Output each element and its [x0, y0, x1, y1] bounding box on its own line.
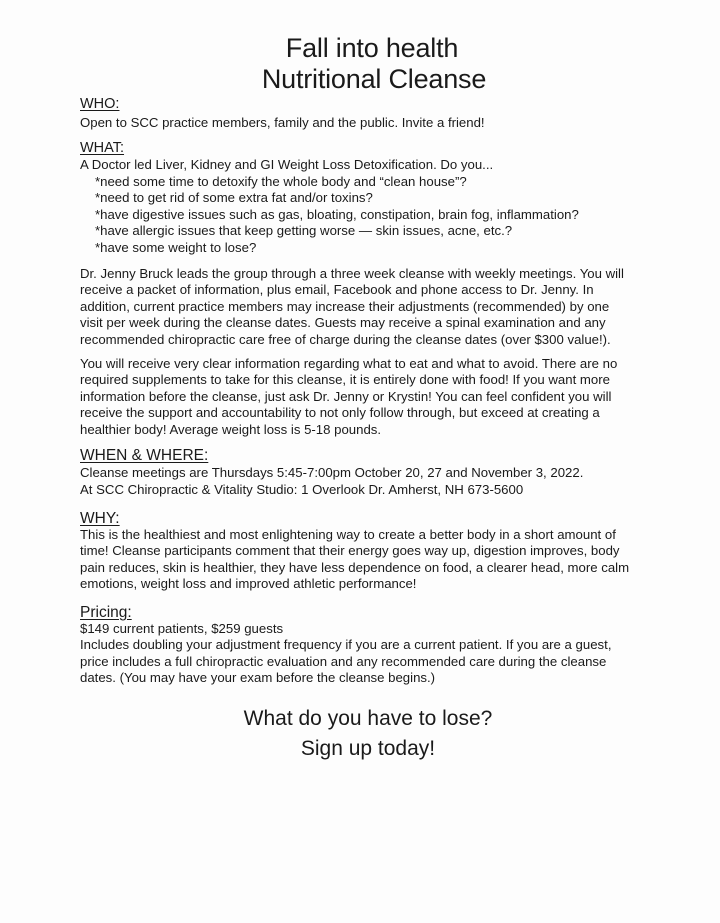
paragraph-line: receive the support and accountability to not only follow through, but exceed at creating a [80, 405, 600, 421]
flyer-title-line1: Fall into health [285, 33, 459, 63]
what-section [80, 140, 579, 257]
why-section [80, 510, 629, 593]
pricing-line: price includes a full chiropractic evaluation and any recommended care during the cleanse [80, 653, 607, 669]
what-bullet: *need some time to detoxify the whole body and “clean house”? [95, 173, 467, 189]
paragraph-line: recommended chiropractic care free of charge during the cleanse dates (over $300 value!). [80, 331, 611, 347]
cleanse-description-paragraph [80, 266, 624, 348]
closing-call-to-action: Sign up today! [300, 737, 436, 760]
what-bullet: *need to get rid of some extra fat and/or toxins? [95, 190, 373, 206]
pricing-line: Includes doubling your adjustment frequency if you are a current patient. If you are a guest, [80, 637, 612, 653]
paragraph-line: visit per week during the cleanse dates. Guests may receive a spinal examination and any [80, 315, 606, 331]
paragraph-line: healthier body! Average weight loss is 5-18 pounds. [80, 421, 382, 437]
what-bullet: *have allergic issues that keep getting worse — skin issues, acne, etc.? [95, 223, 513, 239]
paragraph-line: information before the cleanse, just ask Dr. Jenny or Krystin! You can feel confident you will [80, 388, 612, 404]
who-text: Open to SCC practice members, family and the public. Invite a friend! [80, 115, 485, 130]
paragraph-line: Dr. Jenny Bruck leads the group through a three week cleanse with weekly meetings. You will [80, 266, 624, 281]
why-line: This is the healthiest and most enlightening way to create a better body in a short amount of [80, 527, 616, 542]
what-bullet: *have some weight to lose? [95, 239, 257, 255]
why-line: emotions, weight loss and improved athletic performance! [80, 576, 417, 592]
paragraph-line: required supplements to take for this cleanse, it is entirely done with food! If you want more [80, 372, 610, 388]
pricing-line: dates. (You may have your exam before the cleanse begins.) [80, 670, 436, 686]
what-heading: WHAT: [80, 140, 125, 156]
closing-question: What do you have to lose? [243, 707, 493, 730]
when-where-section [80, 447, 583, 498]
pricing-section [80, 604, 611, 687]
when-line: Cleanse meetings are Thursdays 5:45-7:00pm October 20, 27 and November 3, 2022. [80, 465, 584, 480]
what-bullet: *have digestive issues such as gas, bloating, constipation, brain fog, inflammation? [95, 206, 579, 222]
food-information-paragraph [80, 356, 617, 438]
when-where-heading: WHEN & WHERE: [80, 447, 209, 464]
why-line: pain reduces, skin is healthier, they have less dependence on food, a clearer head, more calm [80, 559, 630, 575]
paragraph-line: addition, current practice members may increase their adjustments (recommended) by one [80, 298, 610, 314]
why-line: time! Cleanse participants comment that their energy goes way up, digestion improves, body [80, 543, 620, 559]
where-line: At SCC Chiropractic & Vitality Studio: 1 Overlook Dr. Amherst, NH 673-5600 [80, 481, 524, 497]
who-heading: WHO: [80, 96, 120, 112]
pricing-line: $149 current patients, $259 guests [80, 621, 284, 636]
paragraph-line: receive a packet of information, plus email, Facebook and phone access to Dr. Jenny. In [80, 282, 594, 298]
flyer-title-line2: Nutritional Cleanse [261, 64, 487, 94]
who-section [80, 96, 485, 132]
pricing-heading: Pricing: [80, 604, 132, 621]
why-heading: WHY: [80, 510, 120, 527]
paragraph-line: You will receive very clear information regarding what to eat and what to avoid. There are no [80, 356, 618, 371]
what-intro: A Doctor led Liver, Kidney and GI Weight Loss Detoxification. Do you... [80, 157, 494, 172]
